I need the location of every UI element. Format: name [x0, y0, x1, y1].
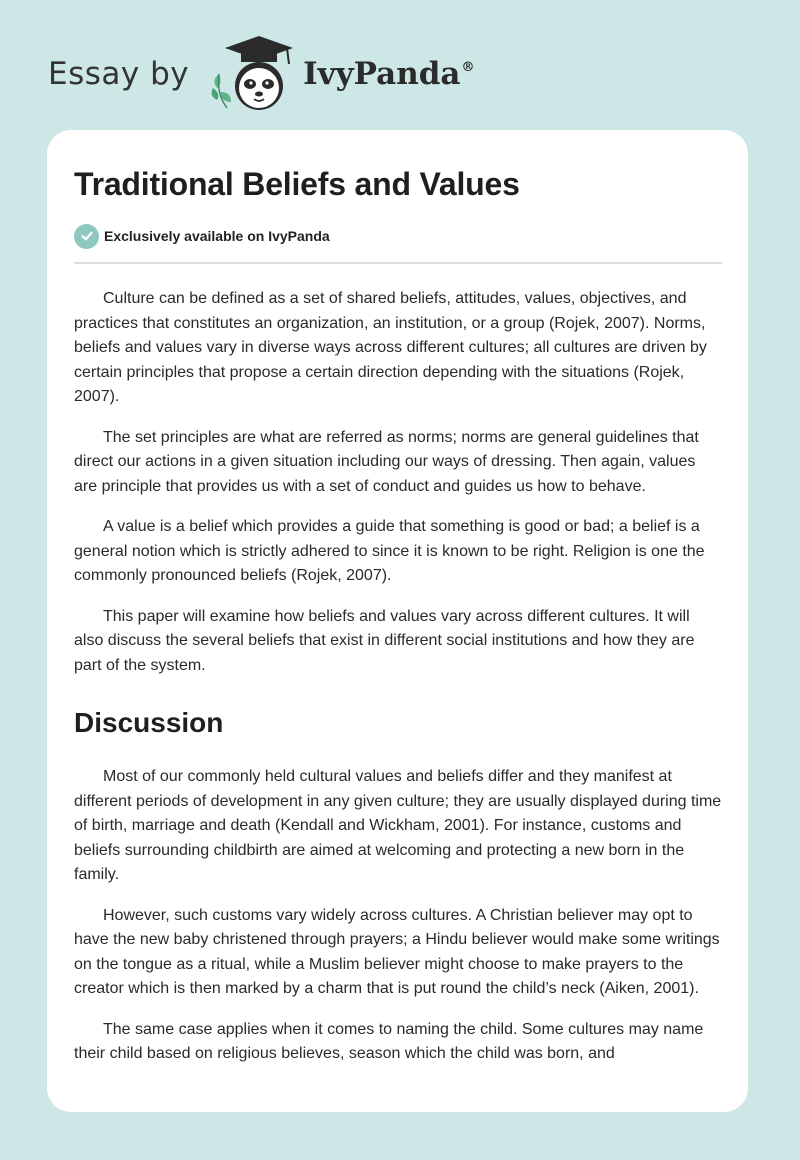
checkmark-icon — [74, 224, 99, 249]
discussion-paragraph-1: Most of our commonly held cultural values and beliefs differ and they manifest at different periods of development in any given culture; they are usually displayed during time of birth, marriage and death (Kendall and Wickham, 2001). For instance, customs and beliefs surrounding childbirth are aimed at welcoming and protecting a new born in the family. — [74, 768, 722, 883]
page-title: Traditional Beliefs and Values — [74, 166, 520, 202]
intro-paragraph-2: The set principles are what are referred as norms; norms are general guidelines that direct our actions in a given situation including our ways of dressing. Then again, values are principle that provides us with a set of conduct and guides us how to behave. — [74, 428, 699, 495]
intro-paragraph-1: Culture can be defined as a set of shared beliefs, attitudes, values, objectives, and practices that constitutes an organization, an institution, or a group (Rojek, 2007). Norms, beliefs and values vary in diverse ways across different cultures; all cultures are driven by certain principles that propose a certain direction depending with the situations (Rojek, 2007). — [74, 290, 707, 405]
exclusive-badge-label: Exclusively available on IvyPanda — [104, 228, 330, 244]
ivypanda-logo-icon[interactable] — [207, 34, 297, 114]
intro-paragraph-4: This paper will examine how beliefs and values vary across different cultures. It will also discuss the several beliefs that exist in different social institutions and how they are part of the system. — [74, 607, 695, 674]
brand-name[interactable]: IvyPanda® — [303, 56, 475, 92]
site-header — [48, 34, 475, 114]
intro-paragraph-3: A value is a belief which provides a guide that something is good or bad; a belief is a general notion which is strictly adhered to since it is known to be right. Religion is one the commonly pronounced beliefs (Rojek, 2007). — [74, 518, 705, 584]
exclusive-badge — [74, 222, 722, 250]
section-heading-discussion: Discussion — [74, 707, 224, 738]
divider — [74, 262, 722, 264]
essay-card — [47, 130, 748, 1112]
discussion-paragraph-3: The same case applies when it comes to naming the child. Some cultures may name their child based on religious believes, season which the child was born, and — [74, 1020, 704, 1062]
essay-by-label: Essay by — [48, 56, 190, 92]
registered-mark: ® — [461, 60, 475, 75]
discussion-paragraph-2: However, such customs vary widely across cultures. A Christian believer may opt to have the new baby christened through prayers; a Hindu believer would make some writings on the tongue as a ritual, while a Muslim believer might choose to make prayers to the creator which is then marked by a charm that is put round the child’s neck (Aiken, 2001). — [74, 906, 720, 997]
